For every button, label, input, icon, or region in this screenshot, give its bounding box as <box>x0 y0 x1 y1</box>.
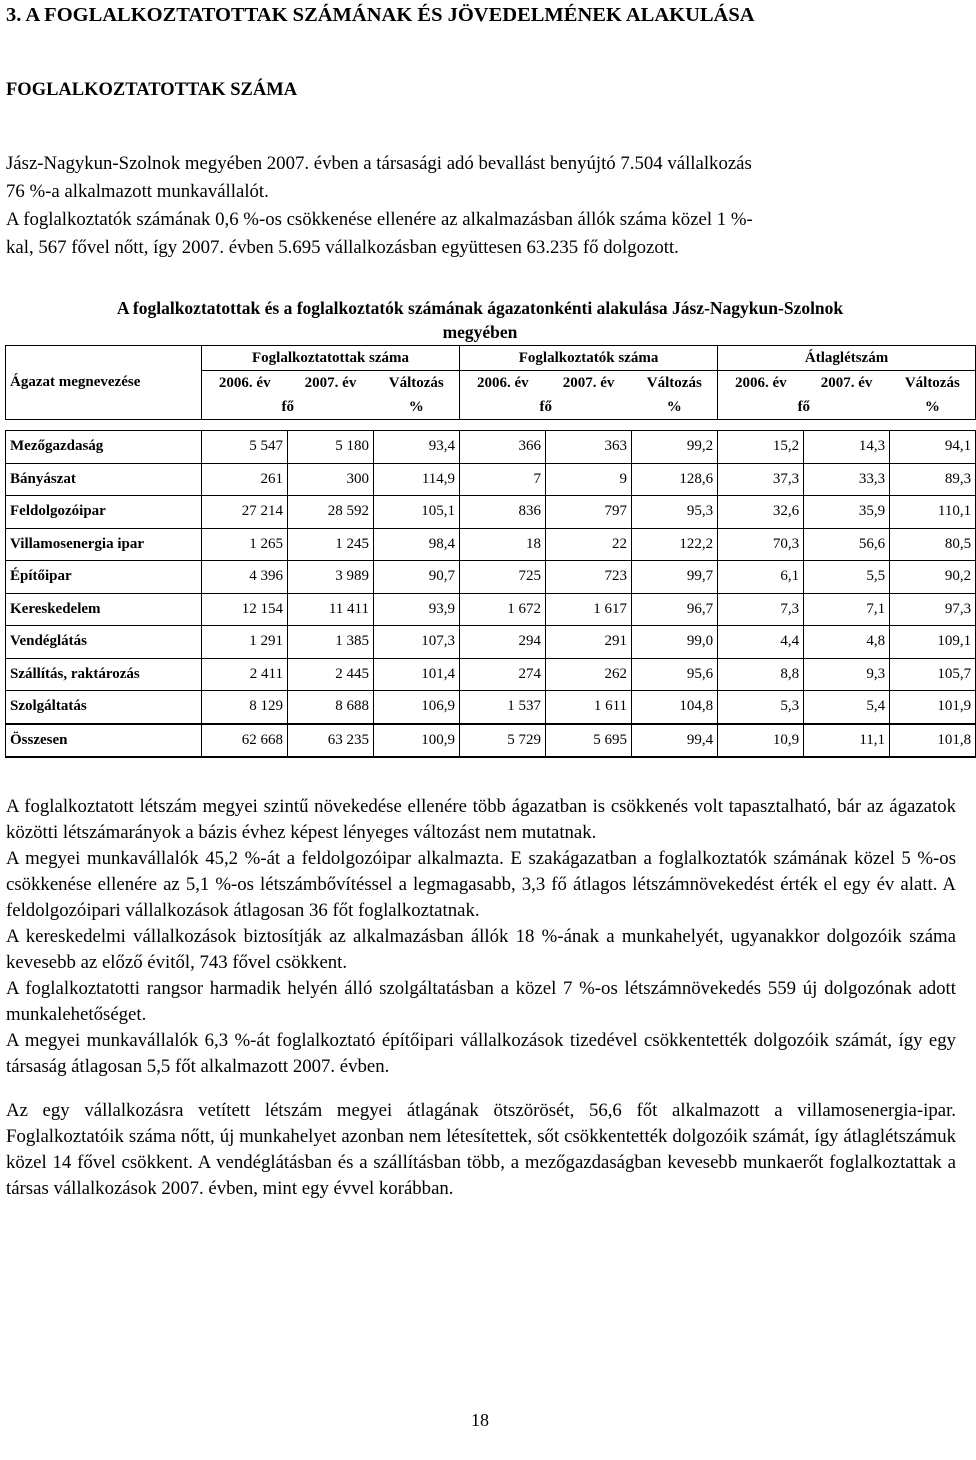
table-cell: 107,3 <box>374 626 460 659</box>
table-cell: 1 265 <box>202 528 288 561</box>
table-cell: 300 <box>288 463 374 496</box>
sector-name: Kereskedelem <box>6 593 202 626</box>
table-cell: 27 214 <box>202 496 288 529</box>
table-row <box>6 626 976 659</box>
table-cell: 106,9 <box>374 691 460 724</box>
table-cell: 1 291 <box>202 626 288 659</box>
table-cell: 1 245 <box>288 528 374 561</box>
intro-line: A foglalkoztatók számának 0,6 %-os csökkenése ellenére az alkalmazásban állók száma közel 1 %- <box>6 209 753 230</box>
row-header: Ágazat megnevezése <box>6 346 202 420</box>
table-caption-line: A foglalkoztatottak és a foglalkoztatók számának ágazatonkénti alakulása Jász-Nagykun-Szolnok <box>116 298 844 318</box>
table-cell: 363 <box>546 431 632 464</box>
sector-name: Vendéglátás <box>6 626 202 659</box>
table-cell: 5,4 <box>804 691 890 724</box>
table-cell: 9 <box>546 463 632 496</box>
page-number: 18 <box>471 1410 489 1430</box>
table-cell: 7,1 <box>804 593 890 626</box>
unit-label: % <box>374 395 460 420</box>
sector-name: Feldolgozóipar <box>6 496 202 529</box>
table-cell: 18 <box>460 528 546 561</box>
table-cell: 8,8 <box>718 658 804 691</box>
table-cell: 1 672 <box>460 593 546 626</box>
table-cell: 5 547 <box>202 431 288 464</box>
table-cell: 104,8 <box>632 691 718 724</box>
table-cell: 62 668 <box>202 724 288 758</box>
table-row <box>6 561 976 594</box>
table-cell: 37,3 <box>718 463 804 496</box>
table-cell: 723 <box>546 561 632 594</box>
table-cell: 70,3 <box>718 528 804 561</box>
table-cell: 1 385 <box>288 626 374 659</box>
table-cell: 261 <box>202 463 288 496</box>
sector-name: Mezőgazdaság <box>6 431 202 464</box>
table-cell: 90,2 <box>890 561 976 594</box>
table-cell: 96,7 <box>632 593 718 626</box>
table-cell: 274 <box>460 658 546 691</box>
table-cell: 33,3 <box>804 463 890 496</box>
intro-paragraph <box>6 150 954 262</box>
table-cell: 109,1 <box>890 626 976 659</box>
body-paragraph: A foglalkoztatott létszám megyei szintű növekedése ellenére több ágazatban is csökkenés volt tapasztalható, bár az ágazatok közötti létszámarányok a bázis évhez képest lényeges változást nem mutatnak. <box>6 796 956 843</box>
unit-label: % <box>890 395 976 420</box>
table-cell: 105,7 <box>890 658 976 691</box>
intro-line: kal, 567 fővel nőtt, így 2007. évben 5.695 vállalkozásban együttesen 63.235 fő dolgozott. <box>6 237 679 258</box>
column-header: 2006. év <box>460 371 546 396</box>
column-header: 2006. év <box>202 371 288 396</box>
sector-name: Villamosenergia ipar <box>6 528 202 561</box>
table-cell: 14,3 <box>804 431 890 464</box>
table-cell: 3 989 <box>288 561 374 594</box>
intro-line: 76 %-a alkalmazott munkavállalót. <box>6 181 269 202</box>
table-cell: 1 537 <box>460 691 546 724</box>
table-cell: 15,2 <box>718 431 804 464</box>
table-cell: 101,9 <box>890 691 976 724</box>
table-cell: 291 <box>546 626 632 659</box>
table-row <box>6 463 976 496</box>
table-cell: 122,2 <box>632 528 718 561</box>
table-cell: 294 <box>460 626 546 659</box>
table-cell: 28 592 <box>288 496 374 529</box>
column-header: Változás <box>388 374 444 391</box>
table-cell: 1 611 <box>546 691 632 724</box>
table-cell: 7,3 <box>718 593 804 626</box>
table-cell: 99,7 <box>632 561 718 594</box>
column-header: Változás <box>890 371 976 396</box>
table-cell: 5,5 <box>804 561 890 594</box>
table-caption-line: megyében <box>442 322 518 342</box>
table-cell: 101,4 <box>374 658 460 691</box>
table-row <box>6 658 976 691</box>
sector-name: Építőipar <box>6 561 202 594</box>
table-cell: 7 <box>460 463 546 496</box>
group-header: Foglalkoztatottak száma <box>202 346 460 371</box>
table-cell: 95,3 <box>632 496 718 529</box>
sector-name: Szállítás, raktározás <box>6 658 202 691</box>
table-cell: 12 154 <box>202 593 288 626</box>
table-cell: 4,8 <box>804 626 890 659</box>
table-cell: 9,3 <box>804 658 890 691</box>
section-heading: 3. A FOGLALKOZTATOTTAK SZÁMÁNAK ÉS JÖVEDELMÉNEK ALAKULÁSA <box>6 4 755 26</box>
body-text <box>6 794 956 1202</box>
column-header: 2006. év <box>718 371 804 396</box>
table-cell: 6,1 <box>718 561 804 594</box>
group-header: Foglalkoztatók száma <box>460 346 718 371</box>
unit-label: fő <box>202 395 374 420</box>
body-paragraph: A kereskedelmi vállalkozások biztosítják az alkalmazásban állók 18 %-ának a munkahelyét, ugyanakkor dolgozóik száma kevesebb az előző évitől, 743 fővel csökkent. <box>6 926 956 973</box>
table-cell: 5 180 <box>288 431 374 464</box>
table-cell: 95,6 <box>632 658 718 691</box>
table-caption <box>0 296 960 344</box>
table-cell: 90,7 <box>374 561 460 594</box>
group-header: Átlaglétszám <box>718 346 976 371</box>
table-cell: 93,4 <box>374 431 460 464</box>
table-cell: 97,3 <box>890 593 976 626</box>
table-cell: 89,3 <box>890 463 976 496</box>
intro-line: Jász-Nagykun-Szolnok megyében 2007. évben a társasági adó bevallást benyújtó 7.504 vállalkozás <box>6 153 752 174</box>
table-cell: 98,4 <box>374 528 460 561</box>
column-header: 2007. év <box>820 374 873 391</box>
table-cell: 2 411 <box>202 658 288 691</box>
table-cell: 10,9 <box>718 724 804 758</box>
table-cell: 4 396 <box>202 561 288 594</box>
table-cell: 101,8 <box>890 724 976 758</box>
sector-name: Szolgáltatás <box>6 691 202 724</box>
table-cell: 99,2 <box>632 431 718 464</box>
table-cell: 128,6 <box>632 463 718 496</box>
table-cell: 11 411 <box>288 593 374 626</box>
table-cell: 797 <box>546 496 632 529</box>
table-row <box>6 724 976 758</box>
table-cell: 262 <box>546 658 632 691</box>
table-cell: 32,6 <box>718 496 804 529</box>
table-cell: 22 <box>546 528 632 561</box>
table-cell: 63 235 <box>288 724 374 758</box>
table-cell: 8 688 <box>288 691 374 724</box>
body-paragraph: Az egy vállalkozásra vetített létszám megyei átlagának ötszörösét, 56,6 főt alkalmazott a villamosenergia-ipar. Foglalkoztatóik száma nőtt, új munkahelyet azonban nem létesítettek, sőt csökkentették dolgozóik számát, így átlaglétszámuk közel 14 fővel csökkent. A vendéglátásban és a szállításban több, a mezőgazdaságban kevesebb munkaerőt foglalkoztattak a társas vállalkozások 2007. évben, mint egy évvel korábban. <box>6 1100 956 1199</box>
body-paragraph: A foglalkoztatotti rangsor harmadik helyén álló szolgáltatásban a közel 7 %-os létszámnövekedés 559 új dolgozónak adott munkalehetőséget. <box>6 978 956 1025</box>
unit-label: fő <box>460 395 632 420</box>
table-cell: 56,6 <box>804 528 890 561</box>
table-row <box>6 431 976 464</box>
table-cell: 366 <box>460 431 546 464</box>
table-cell: 11,1 <box>804 724 890 758</box>
table-row <box>6 528 976 561</box>
body-paragraph: A megyei munkavállalók 45,2 %-át a feldolgozóipar alkalmazta. E szakágazatban a foglalkoztatók számának közel 5 %-os csökkenése ellenére az 5,1 %-os létszámbővítéssel a legmagasabb, 3,3 fő átlagos létszámnövekedést érték el egy év alatt. A feldolgozóipari vállalkozások átlagosan 36 főt foglalkoztatnak. <box>6 848 956 921</box>
table-cell: 836 <box>460 496 546 529</box>
subsection-heading: FOGLALKOZTATOTTAK SZÁMA <box>6 80 298 100</box>
table-cell: 105,1 <box>374 496 460 529</box>
table-row <box>6 496 976 529</box>
unit-label: % <box>632 395 718 420</box>
table-row <box>6 593 976 626</box>
table-cell: 5,3 <box>718 691 804 724</box>
table-cell: 99,4 <box>632 724 718 758</box>
table-cell: 5 729 <box>460 724 546 758</box>
table-cell: 5 695 <box>546 724 632 758</box>
table-cell: 110,1 <box>890 496 976 529</box>
table-cell: 4,4 <box>718 626 804 659</box>
column-header: 2007. év <box>304 374 357 391</box>
table-cell: 94,1 <box>890 431 976 464</box>
table-cell: 8 129 <box>202 691 288 724</box>
table-cell: 100,9 <box>374 724 460 758</box>
table-cell: 93,9 <box>374 593 460 626</box>
table-row <box>6 691 976 724</box>
table-cell: 725 <box>460 561 546 594</box>
sector-name: Bányászat <box>6 463 202 496</box>
table-cell: 99,0 <box>632 626 718 659</box>
table-cell: 2 445 <box>288 658 374 691</box>
table-cell: 114,9 <box>374 463 460 496</box>
sector-name: Összesen <box>6 724 202 758</box>
body-paragraph: A megyei munkavállalók 6,3 %-át foglalkoztató építőipari vállalkozások tizedével csökkentették dolgozóik számát, így egy társaság átlagosan 5,5 főt alkalmazott 2007. évben. <box>6 1030 956 1077</box>
employment-table <box>5 345 976 758</box>
unit-label: fő <box>718 395 890 420</box>
table-cell: 35,9 <box>804 496 890 529</box>
column-header: 2007. év <box>562 374 615 391</box>
column-header: Változás <box>646 374 702 391</box>
table-cell: 80,5 <box>890 528 976 561</box>
table-cell: 1 617 <box>546 593 632 626</box>
